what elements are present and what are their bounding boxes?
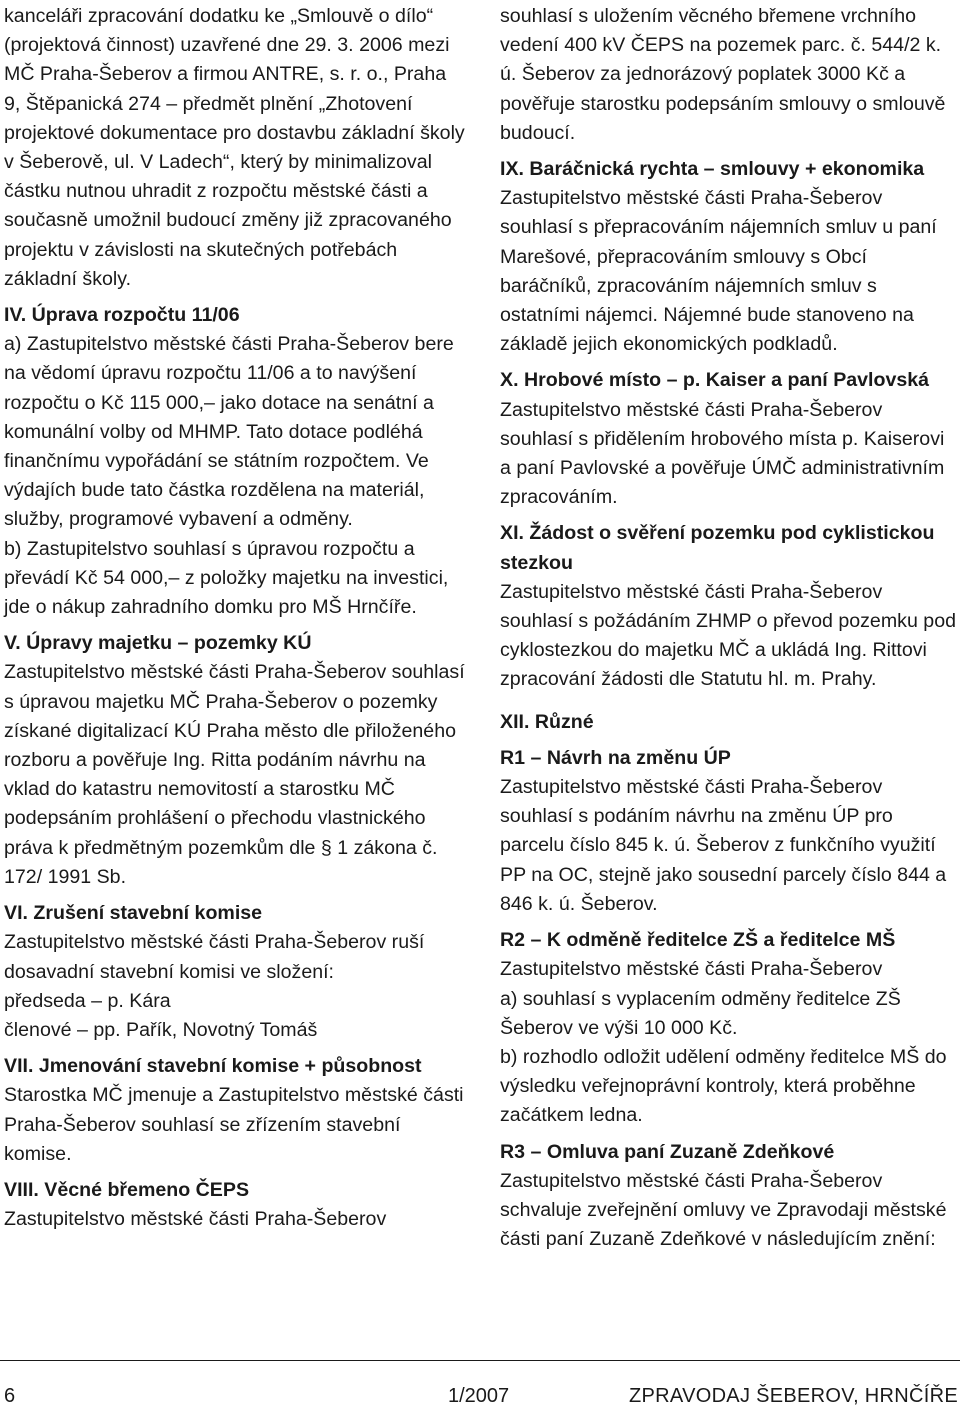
section-11-paragraph: Zastupitelstvo městské části Praha-Šeberov souhlasí s požádáním ZHMP o převod pozemku pod cyklostezkou do majetku MČ a ukládá Ing. Rittovi zpracování žádosti dle Statutu hl. m. Prahy. <box>500 580 956 691</box>
section-12-heading: XII. Různé <box>500 710 594 733</box>
publication-title: ZPRAVODAJ ŠEBEROV, HRNČÍŘE <box>629 1385 958 1407</box>
section-4-paragraph-a: a) Zastupitelstvo městské části Praha-Šeberov bere na vědomí úpravu rozpočtu 11/06 a to navýšení rozpočtu o Kč 115 000,– jako dotace na senátní a komunální volby od MHMP. Tato dotace podléhá finančnímu vypořádání se státním rozpočtem. Ve výdajích bude tato částka rozdělena na materiál, služby, programové vybavení a odměny. <box>4 333 454 531</box>
section-7-heading: VII. Jmenování stavební komise + působnost <box>4 1055 422 1078</box>
r1-heading: R1 – Návrh na změnu ÚP <box>500 746 731 769</box>
section-9-heading: IX. Baráčnická rychta – smlouvy + ekonomika <box>500 158 925 181</box>
section-7-paragraph: Starostka MČ jmenuje a Zastupitelstvo městské části Praha-Šeberov souhlasí se zřízením stavební komise. <box>4 1084 464 1165</box>
issue-number: 1/2007 <box>448 1385 510 1407</box>
right-column <box>500 2 958 1254</box>
section-5-paragraph: Zastupitelstvo městské části Praha-Šeberov souhlasí s úpravou majetku MČ Praha-Šeberov o pozemky získané digitalizací KÚ Praha město dle přiloženého rozboru a pověřuje Ing. Ritta podáním návrhu na vklad do katastru nemovitostí a starostku MČ podepsáním prohlášení o přechodu vlastnického práva k předmětným pozemkům dle § 1 zákona č. 172/ 1991 Sb. <box>4 661 465 888</box>
section-6-paragraph: Zastupitelstvo městské části Praha-Šeberov ruší dosavadní stavební komisi ve složení: <box>4 931 425 983</box>
section-10-heading: X. Hrobové místo – p. Kaiser a paní Pavlovská <box>500 369 930 392</box>
section-5-heading: V. Úpravy majetku – pozemky KÚ <box>4 632 312 655</box>
section-6-heading: VI. Zrušení stavební komise <box>4 902 263 925</box>
r2-heading: R2 – K odměně ředitelce ZŠ a ředitelce MŠ <box>500 929 896 952</box>
footer-divider <box>0 1360 960 1361</box>
section-8-heading: VIII. Věcné břemeno ČEPS <box>4 1178 250 1201</box>
r2-paragraph-a: a) souhlasí s vyplacením odměny ředitelce ZŠ Šeberov ve výši 10 000 Kč. <box>500 987 901 1039</box>
section-4-paragraph-b: b) Zastupitelstvo souhlasí s úpravou rozpočtu a převádí Kč 54 000,– z položky majetku na investici, jde o nákup zahradního domku pro MŠ Hrnčíře. <box>4 537 449 619</box>
left-column <box>4 2 466 1234</box>
page-number: 6 <box>4 1385 16 1407</box>
r3-paragraph: Zastupitelstvo městské části Praha-Šeberov schvaluje zveřejnění omluvy ve Zpravodaji městské části paní Zuzaně Zdeňkové v následujícím znění: <box>500 1169 947 1251</box>
section-8-paragraph-continued: souhlasí s uložením věcného břemene vrchního vedení 400 kV ČEPS na pozemek parc. č. 544/2 k. ú. Šeberov za jednorázový poplatek 3000 Kč a pověřuje starostku podepsáním smlouvy o smlouvě budoucí. <box>500 5 946 144</box>
section-10-paragraph: Zastupitelstvo městské části Praha-Šeberov souhlasí s přidělením hrobového místa p. Kaiserovi a paní Pavlovské a pověřuje ÚMČ administrativním zpracováním. <box>500 398 945 509</box>
r1-paragraph: Zastupitelstvo městské části Praha-Šeberov souhlasí s podáním návrhu na změnu ÚP pro parcelu číslo 845 k. ú. Šeberov z funkčního využití PP na OC, stejně jako sousední parcely číslo 844 a 846 k. ú. Šeberov. <box>500 776 947 915</box>
section-6-members: členové – pp. Pařík, Novotný Tomáš <box>4 1018 318 1041</box>
section-11-heading: XI. Žádost o svěření pozemku pod cyklistickou stezkou <box>500 522 935 574</box>
section-9-paragraph: Zastupitelstvo městské části Praha-Šeberov souhlasí s přepracováním nájemních smluv u paní Marešové, přepracováním smlouvy s Obcí baráčníků, zpracováním nájemních smluv s ostatními nájemci. Nájemné bude stanoveno na základě jejich ekonomických podkladů. <box>500 187 937 356</box>
r3-heading: R3 – Omluva paní Zuzaně Zdeňkové <box>500 1140 835 1163</box>
section-6-chair: předseda – p. Kára <box>4 989 171 1012</box>
section-8-paragraph-start: Zastupitelstvo městské části Praha-Šeberov <box>4 1208 387 1231</box>
section-4-heading: IV. Úprava rozpočtu 11/06 <box>4 304 240 327</box>
r2-intro: Zastupitelstvo městské části Praha-Šeberov <box>500 958 883 981</box>
r2-paragraph-b: b) rozhodlo odložit udělení odměny ředitelce MŠ do výsledku veřejnoprávní kontroly, která proběhne začátkem ledna. <box>500 1045 947 1127</box>
intro-paragraph: kanceláři zpracování dodatku ke „Smlouvě o dílo“ (projektová činnost) uzavřené dne 29. 3. 2006 mezi MČ Praha-Šeberov a firmou ANTRE, s. r. o., Praha 9, Štěpanická 274 – předmět plnění „Zhotovení projektové dokumentace pro dostavbu základní školy v Šeberově, ul. V Ladech“, který by minimalizoval částku nutnou uhradit z rozpočtu městské části a současně umožnil budoucí změny již zpracovaného projektu v závislosti na skutečných potřebách základní školy. <box>4 5 465 290</box>
